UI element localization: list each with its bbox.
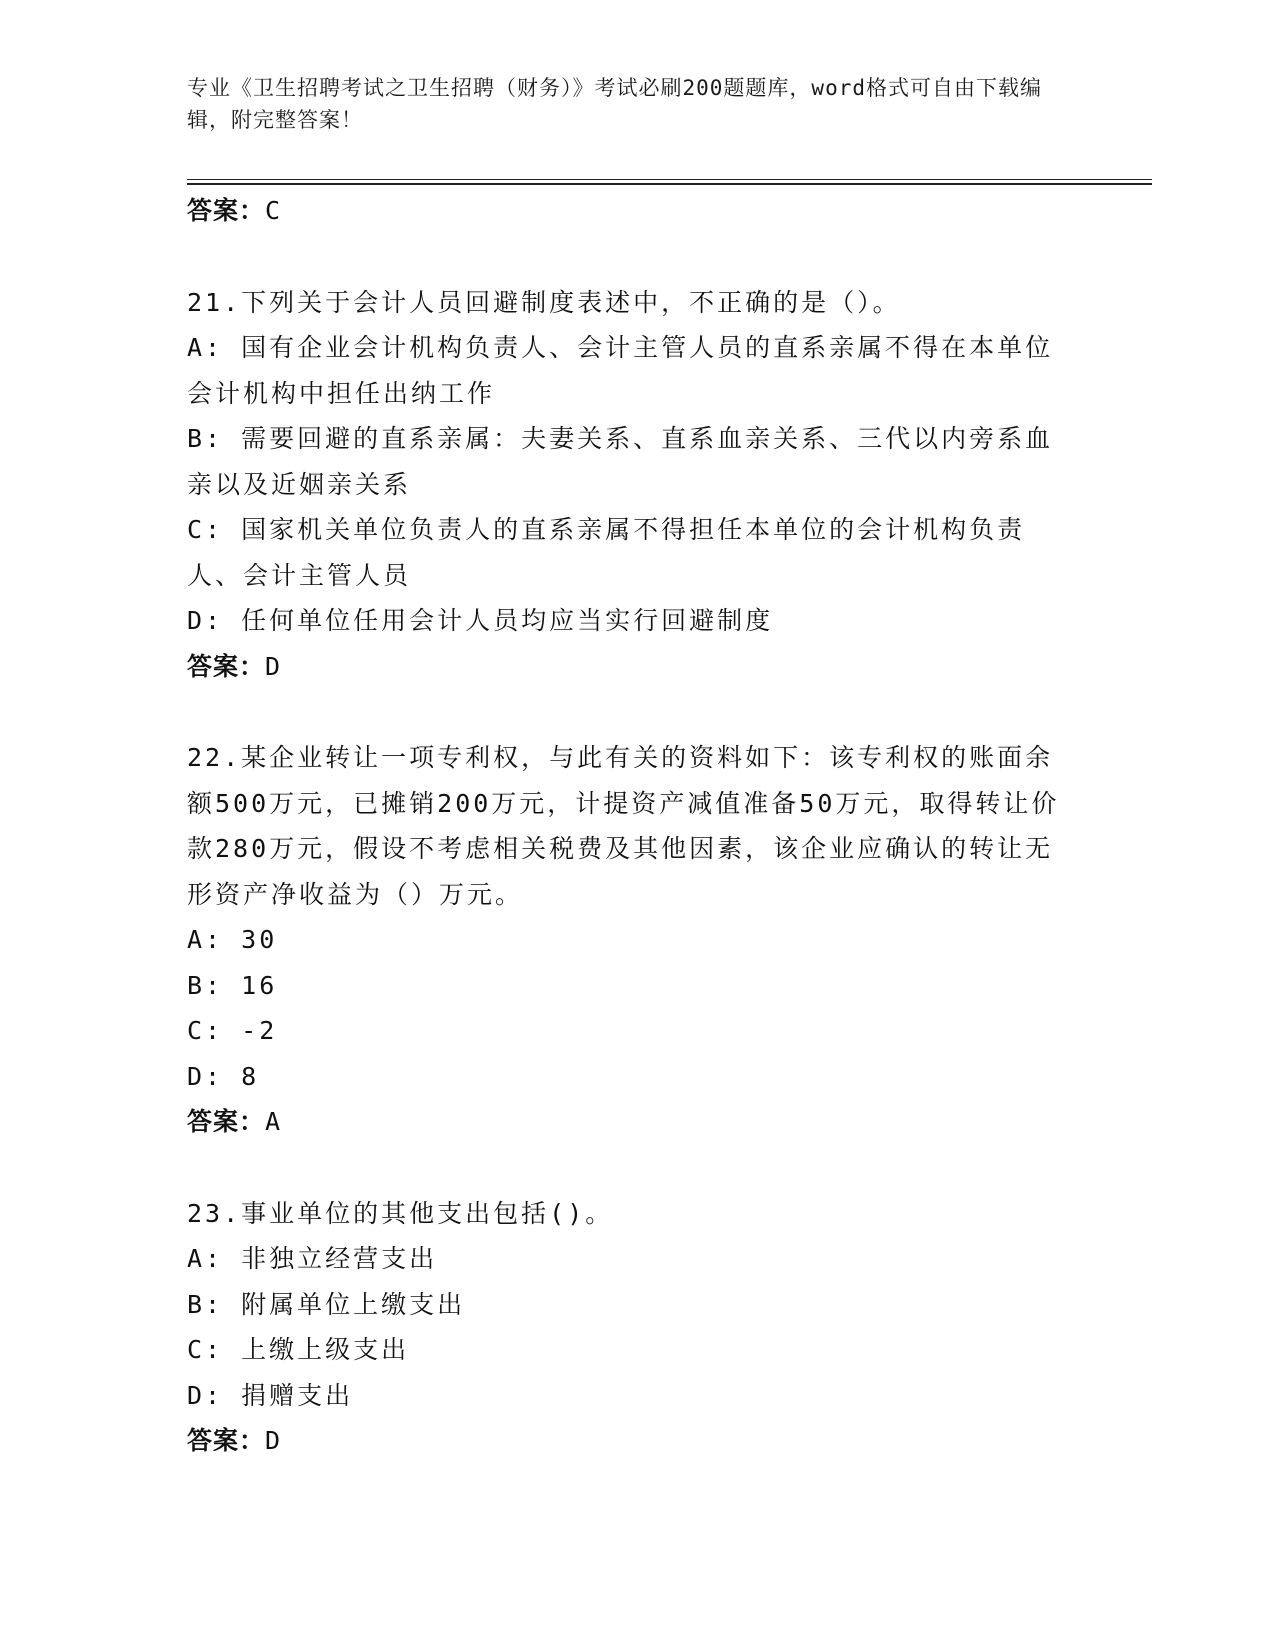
header-rule-thick	[187, 183, 1152, 185]
header-rule-thin	[187, 179, 1152, 180]
option-c: C: 上缴上级支出	[187, 1335, 410, 1364]
option-d: D: 8	[187, 1061, 260, 1091]
option-a: A: 国有企业会计机构负责人、会计主管人员的直系亲属不得在本单位会计机构中担任出纳工作	[187, 333, 1054, 408]
answer	[187, 644, 1067, 690]
option-b: B: 16	[187, 970, 278, 1000]
option-a: A: 非独立经营支出	[187, 1244, 438, 1273]
answer-label: 答案：	[187, 1107, 266, 1136]
spacer	[187, 689, 1067, 735]
answer-value: C	[265, 196, 282, 225]
question-stem: 21.下列关于会计人员回避制度表述中，不正确的是（）。	[187, 287, 901, 317]
question-23	[187, 1191, 1067, 1464]
previous-answer	[187, 188, 1067, 234]
option-a: A: 30	[187, 925, 278, 954]
question-list	[187, 188, 1067, 1464]
option-c: C: 国家机关单位负责人的直系亲属不得担任本单位的会计机构负责人、会计主管人员	[187, 515, 1026, 590]
answer	[187, 1418, 1067, 1464]
answer-value: D	[265, 651, 282, 681]
answer-value: D	[265, 1426, 282, 1455]
question-stem: 23.事业单位的其他支出包括()。	[187, 1198, 614, 1228]
answer-value: A	[265, 1107, 282, 1136]
page-header: 专业《卫生招聘考试之卫生招聘（财务）》考试必刷200题题库，word格式可自由下载编辑，附完整答案！	[187, 76, 1042, 132]
spacer	[187, 234, 1067, 280]
question-22	[187, 735, 1067, 1145]
answer-label: 答案：	[187, 196, 266, 225]
option-d: D: 任何单位任用会计人员均应当实行回避制度	[187, 606, 774, 635]
option-b: B: 需要回避的直系亲属：夫妻关系、直系血亲关系、三代以内旁系血亲以及近姻亲关系	[187, 424, 1054, 499]
spacer	[187, 1145, 1067, 1191]
question-stem: 22.某企业转让一项专利权，与此有关的资料如下：该专利权的账面余额500万元，已摊销200万元，计提资产减值准备50万元，取得转让价款280万元，假设不考虑相关税费及其他因素，该企业应确认的转让无形资产净收益为（）万元。	[187, 743, 1060, 909]
option-b: B: 附属单位上缴支出	[187, 1289, 466, 1319]
answer	[187, 1099, 1067, 1145]
question-21	[187, 280, 1067, 690]
answer-label: 答案：	[187, 1426, 266, 1455]
option-c: C: -2	[187, 1016, 278, 1045]
option-d: D: 捐赠支出	[187, 1380, 354, 1410]
answer-label: 答案：	[187, 651, 266, 681]
